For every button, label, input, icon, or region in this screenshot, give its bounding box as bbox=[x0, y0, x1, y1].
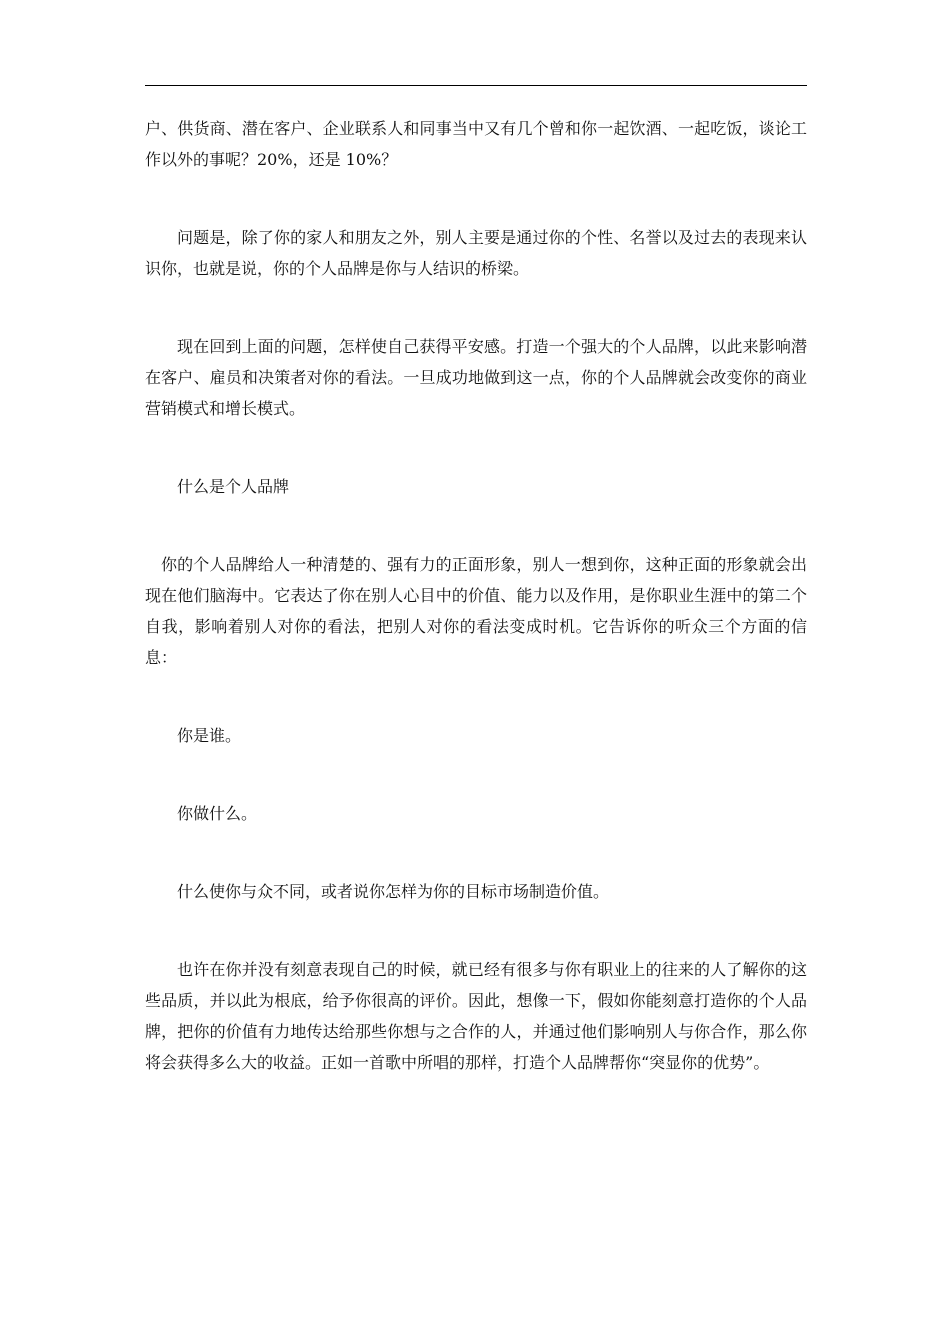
paragraph: 问题是，除了你的家人和朋友之外，别人主要是通过你的个性、名誉以及过去的表现来认识你，也就是说，你的个人品牌是你与人结识的桥梁。 bbox=[145, 228, 807, 278]
paragraph-gap bbox=[145, 829, 807, 876]
list-item: 你做什么。 bbox=[177, 804, 258, 823]
paragraph-gap bbox=[145, 907, 807, 954]
paragraph-gap bbox=[145, 175, 807, 222]
paragraph-gap bbox=[145, 284, 807, 331]
paragraph: 也许在你并没有刻意表现自己的时候，就已经有很多与你有职业上的往来的人了解你的这些品质，并以此为根底，给予你很高的评价。因此，想像一下，假如你能刻意打造你的个人品牌，把你的价值有力地传达给那些你想与之合作的人，并通过他们影响别人与你合作，那么你将会获得多么大的收益。正如一首歌中所唱的那样，打造个人品牌帮你“突显你的优势”。 bbox=[145, 960, 807, 1072]
list-item: 什么使你与众不同，或者说你怎样为你的目标市场制造价值。 bbox=[177, 882, 610, 901]
paragraph-gap bbox=[145, 751, 807, 798]
list-item: 你是谁。 bbox=[177, 726, 242, 745]
paragraph-gap bbox=[145, 424, 807, 471]
paragraph-continuation: 户、供货商、潜在客户、企业联系人和同事当中又有几个曾和你一起饮酒、一起吃饭，谈论工作以外的事呢？20%，还是 10%？ bbox=[145, 119, 807, 169]
header-rule bbox=[145, 85, 807, 86]
paragraph-gap bbox=[145, 673, 807, 720]
paragraph: 你的个人品牌给人一种清楚的、强有力的正面形象，别人一想到你，这种正面的形象就会出现在他们脑海中。它表达了你在别人心目中的价值、能力以及作用，是你职业生涯中的第二个自我，影响着别人对你的看法，把别人对你的看法变成时机。它告诉你的听众三个方面的信息： bbox=[145, 555, 807, 667]
section-heading: 什么是个人品牌 bbox=[177, 477, 290, 496]
paragraph: 现在回到上面的问题，怎样使自己获得平安感。打造一个强大的个人品牌，以此来影响潜在客户、雇员和决策者对你的看法。一旦成功地做到这一点，你的个人品牌就会改变你的商业营销模式和增长模式。 bbox=[145, 337, 807, 418]
document-body bbox=[145, 113, 807, 1078]
paragraph-gap bbox=[145, 502, 807, 549]
